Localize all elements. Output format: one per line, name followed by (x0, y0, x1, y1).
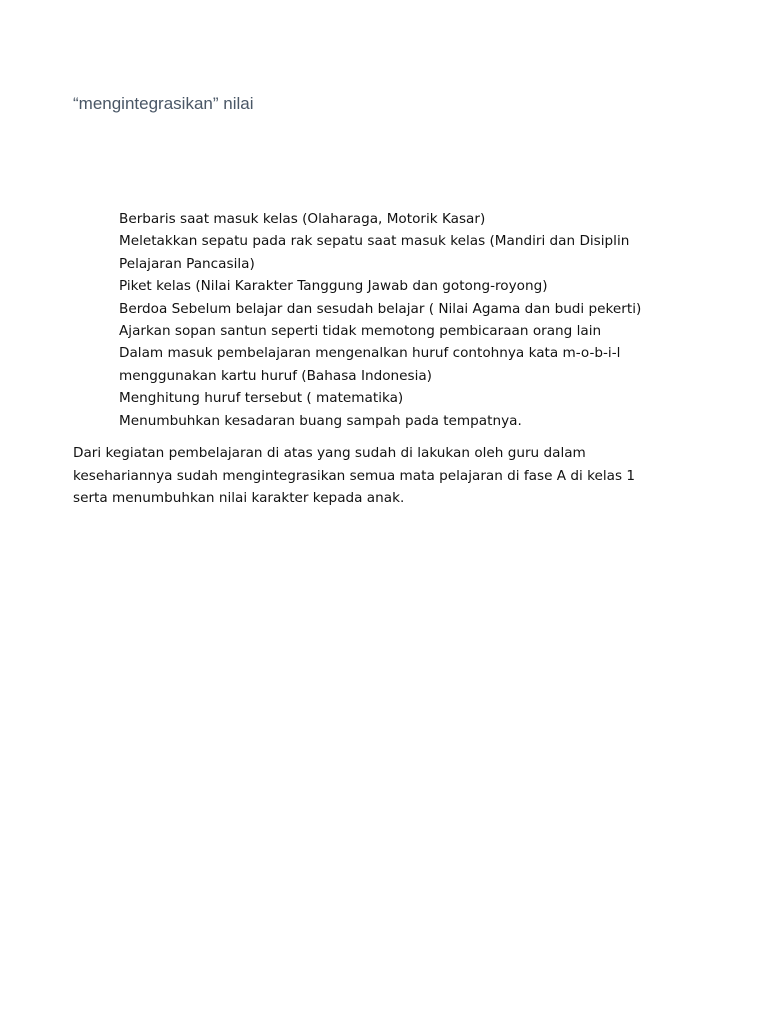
summary-paragraph (73, 442, 713, 510)
activity-line: Meletakkan sepatu pada rak sepatu saat masuk kelas (Mandiri dan Disiplin (119, 233, 630, 250)
activity-line: Berbaris saat masuk kelas (Olaharaga, Motorik Kasar) (119, 211, 486, 227)
activity-line: Ajarkan sopan santun seperti tidak memotong pembicaraan orang lain (119, 323, 602, 340)
activity-line: Dalam masuk pembelajaran mengenalkan huruf contohnya kata m-o-b-i-l (119, 345, 621, 362)
document-heading: “mengintegrasikan” nilai (73, 94, 254, 113)
activity-line: Menghitung huruf tersebut ( matematika) (119, 390, 404, 407)
activity-line: Pelajaran Pancasila) (119, 255, 255, 272)
summary-line: serta menumbuhkan nilai karakter kepada anak. (73, 490, 405, 507)
activity-line: Piket kelas (Nilai Karakter Tanggung Jawab dan gotong-royong) (119, 278, 548, 295)
summary-line: kesehariannya sudah mengintegrasikan semua mata pelajaran di fase A di kelas 1 (73, 467, 636, 484)
activity-list (119, 208, 719, 432)
activity-line: Berdoa Sebelum belajar dan sesudah belajar ( Nilai Agama dan budi pekerti) (119, 300, 642, 317)
summary-line: Dari kegiatan pembelajaran di atas yang sudah di lakukan oleh guru dalam (73, 445, 586, 461)
activity-line: Menumbuhkan kesadaran buang sampah pada tempatnya. (119, 412, 522, 429)
activity-line: menggunakan kartu huruf (Bahasa Indonesia) (119, 367, 432, 384)
